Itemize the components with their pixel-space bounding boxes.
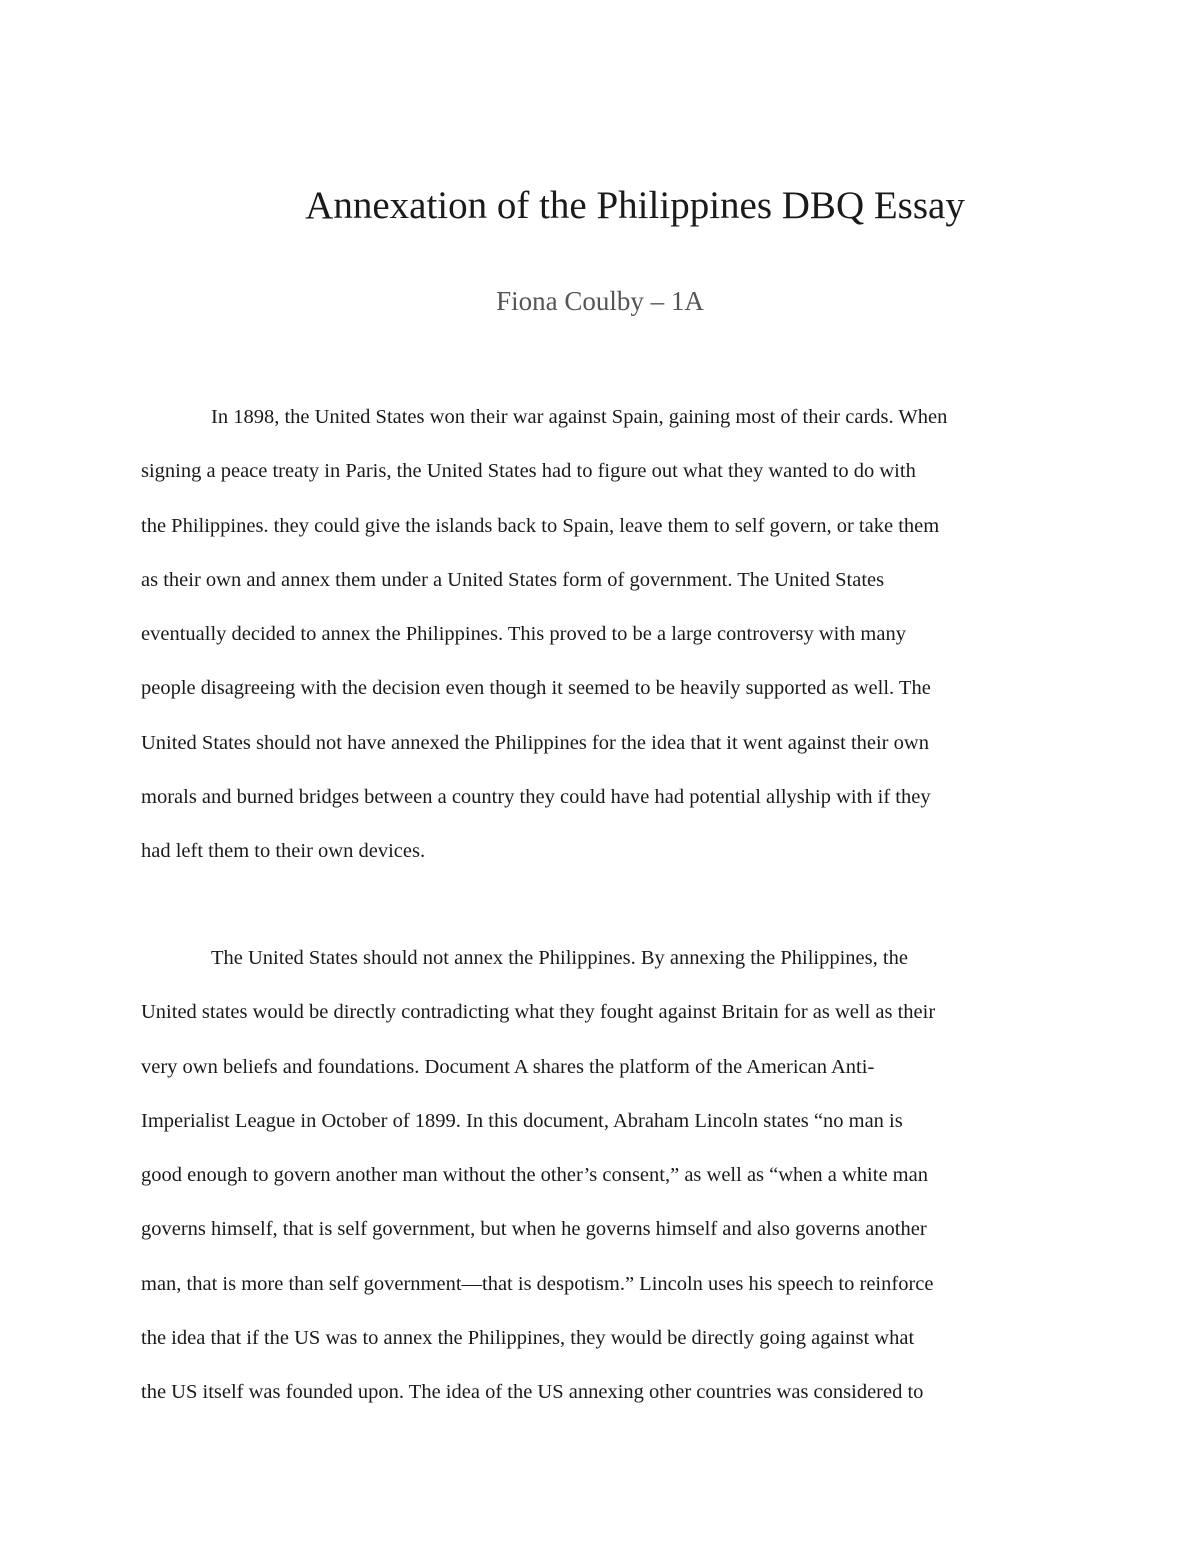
paragraph-line: the US itself was founded upon. The idea of the US annexing other countries was considered to [141,1381,924,1404]
paragraph-line: signing a peace treaty in Paris, the United States had to figure out what they wanted to do with [141,460,916,483]
paragraph-line: good enough to govern another man without the other’s consent,” as well as “when a white man [141,1164,928,1187]
paragraph-line: very own beliefs and foundations. Document A shares the platform of the American Anti- [141,1055,875,1078]
paragraph-line: United States should not have annexed the Philippines for the idea that it went against their own [141,731,929,754]
paragraph-body-1 [141,931,1061,1420]
paragraph-line: people disagreeing with the decision even though it seemed to be heavily supported as well. The [141,677,931,700]
paragraph-line: eventually decided to annex the Philippines. This proved to be a large controversy with many [141,623,906,646]
paragraph-line: the Philippines. they could give the islands back to Spain, leave them to self govern, or take them [141,514,940,537]
paragraph-line: the idea that if the US was to annex the Philippines, they would be directly going against what [141,1327,915,1350]
document-title: Annexation of the Philippines DBQ Essay [305,184,965,227]
paragraph-line: man, that is more than self government—that is despotism.” Lincoln uses his speech to reinforce [141,1272,934,1295]
paragraph-line: In 1898, the United States won their war against Spain, gaining most of their cards. When [211,406,948,428]
paragraph-line: had left them to their own devices. [141,840,426,863]
paragraph-line: United states would be directly contradicting what they fought against Britain for as well as their [141,1001,936,1024]
paragraph-line: morals and burned bridges between a country they could have had potential allyship with if they [141,786,931,809]
paragraph-line: Imperialist League in October of 1899. In this document, Abraham Lincoln states “no man is [141,1109,903,1132]
paragraph-line: as their own and annex them under a United States form of government. The United States [141,568,885,591]
paragraph-line: governs himself, that is self government, but when he governs himself and also governs another [141,1218,927,1241]
author-line: Fiona Coulby – 1A [496,286,704,316]
paragraph-introduction [141,390,1061,879]
paragraph-line: The United States should not annex the Philippines. By annexing the Philippines, the [211,947,908,969]
